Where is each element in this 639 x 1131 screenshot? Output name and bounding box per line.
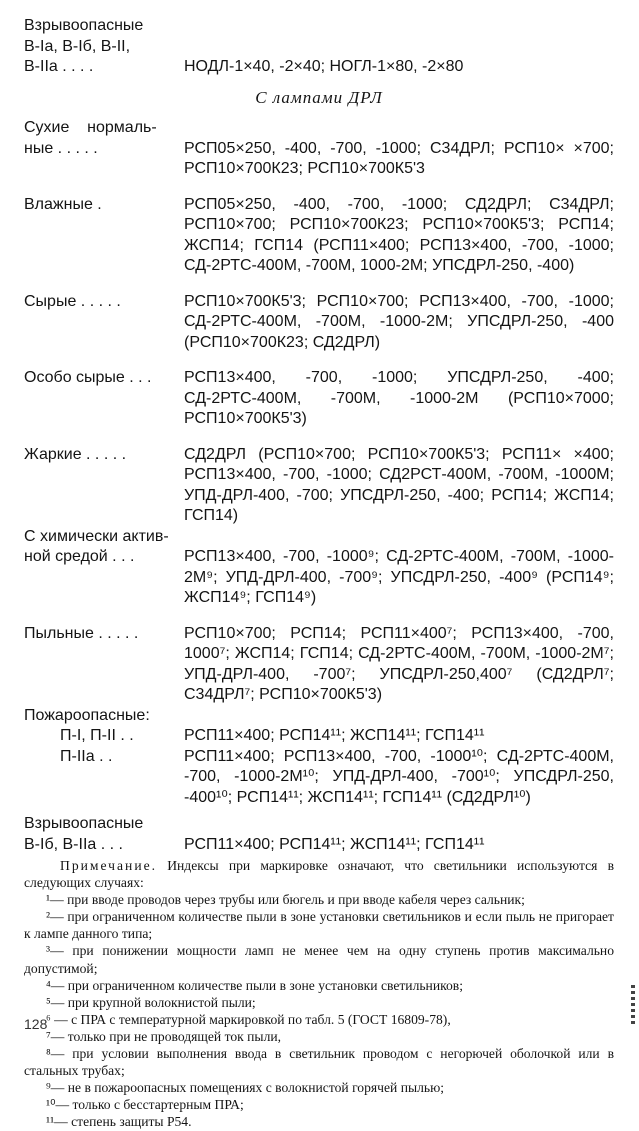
lamp-list: РСП11×400; РСП13×400, -700, -1000¹⁰; СД-2РТС-400М, -700, -1000-2М¹⁰; УПД-ДРЛ-400, -700¹⁰; УПСДРЛ-250, -400¹⁰; РСП14¹¹; ЖСП14¹¹; ГСП14¹¹ (СД2ДРЛ¹⁰)	[184, 747, 614, 806]
page-content	[24, 16, 614, 1131]
footnote-item: ¹— при вводе проводов через трубы или бюгель и при вводе кабеля через сальник;	[46, 892, 525, 908]
footnote-item: ⁵— при крупной волокнистой пыли;	[46, 994, 256, 1010]
explosive-title: Взрывоопасные	[24, 17, 144, 34]
category-label: Влажные .	[24, 195, 102, 213]
explosive-row	[24, 57, 614, 78]
category-label: П-IIа . .	[60, 747, 113, 765]
explosive-classes-line: В-Iа, В-Iб, В-II,	[24, 37, 131, 55]
page-number: 128	[24, 1016, 48, 1032]
footnote-item: ⁸— при условии выполнения ввода в светильник проводом с негорючей оболочкой или в стальных трубах;	[24, 1046, 614, 1079]
lamp-list: РСП11×400; РСП14¹¹; ЖСП14¹¹; ГСП14¹¹	[184, 835, 485, 853]
table-row	[24, 195, 614, 277]
explosive2-title: Взрывоопасные	[24, 815, 144, 832]
lamp-list: РСП10×700; РСП14; РСП11×400⁷; РСП13×400, -700, 1000⁷; ЖСП14; ГСП14; СД-2РТС-400М, -700М, -1000-2М⁷; УПД-ДРЛ-400, -700⁷; УПСДРЛ-250,400⁷ (СД2ДРЛ⁷; С34ДРЛ⁷; РСП10×700К5'3)	[184, 624, 614, 703]
footnote-item: ¹¹— степень защиты Р54.	[46, 1114, 192, 1130]
category-label: Жаркие . . . . .	[24, 445, 127, 463]
category-label: Пыльные . . . . .	[24, 624, 139, 642]
fire-hazard-title: Пожароопасные:	[24, 706, 150, 724]
lamp-list: РСП13×400, -700, -1000⁹; СД-2РТС-400М, -700М, -1000-2М⁹; УПД-ДРЛ-400, -700⁹; УПСДРЛ-250, -400⁹ (РСП14⁹; ЖСП14⁹; ГСП14⁹)	[184, 548, 614, 606]
table-row	[24, 624, 614, 706]
category-label: Сухие нормаль- ные . . . . .	[24, 119, 157, 157]
category-label: Особо сырые . . .	[24, 369, 152, 386]
lamp-list: СД2ДРЛ (РСП10×700; РСП10×700К5'3; РСП11× ×400; РСП13×400, -700, -1000; СД2РСТ-400М, -700М, -1000М; УПД-ДРЛ-400, -700; УПСДРЛ-250, -400; РСП14; ЖСП14; ГСП14)	[184, 445, 614, 524]
footnotes	[24, 857, 614, 1131]
category-label: П-I, П-II . .	[60, 727, 134, 744]
table-row	[24, 835, 614, 856]
table-row	[24, 368, 614, 430]
footnote-item: ⁷— только при не проводящей ток пыли,	[46, 1028, 282, 1044]
lamp-list: НОДЛ-1×40, -2×40; НОГЛ-1×80, -2×80	[184, 58, 464, 75]
section-subheading: С лампами ДРЛ	[255, 87, 383, 107]
table-row	[24, 747, 614, 809]
note-label: Примечание.	[60, 858, 158, 873]
footnote-item: ⁶ — с ПРА с температурной маркировкой по табл. 5 (ГОСТ 16809-78),	[46, 1011, 451, 1027]
table-row	[24, 118, 614, 180]
footnote-item: ²— при ограниченном количестве пыли в зоне установки светильников и если пыль не пригорает к лампе данного типа;	[24, 909, 614, 942]
lamp-list: РСП13×400, -700, -1000; УПСДРЛ-250, -400; СД-2РТС-400М, -700М, -1000-2М (РСП10×7000; РСП10×700К5'3)	[184, 369, 614, 427]
category-label: С химически актив- ной средой . . .	[24, 527, 169, 565]
table-row	[24, 445, 614, 527]
table-row	[24, 527, 614, 609]
note-intro	[24, 857, 614, 891]
category-label: В-Iб, В-IIа . . .	[24, 835, 123, 853]
lamp-list: РСП05×250, -400, -700, -1000; СД2ДРЛ; С34ДРЛ; РСП10×700; РСП10×700К23; РСП10×700К5'3; РСП14; ЖСП14; ГСП14 (РСП11×400; РСП13×400, -700, -1000; СД-2РТС-400М, -700М, 1000-2М; УПСДРЛ-250, -400)	[184, 195, 614, 274]
table-row	[24, 726, 614, 747]
footnote-item: ⁹— не в пожароопасных помещениях с волокнистой горячей пылью;	[46, 1080, 445, 1096]
category-label: Сырые . . . . .	[24, 292, 121, 310]
footnote-item: ¹⁰— только с бесстартерным ПРА;	[46, 1097, 244, 1113]
lamp-list: РСП05×250, -400, -700, -1000; С34ДРЛ; РСП10× ×700; РСП10×700К23; РСП10×700К5'3	[184, 139, 614, 177]
table-row	[24, 292, 614, 354]
footnote-item: ⁴— при ограниченном количестве пыли в зоне установки светильников;	[46, 977, 464, 993]
footnote-item: ³— при понижении мощности ламп не менее чем на одну ступень против максимально допустимой;	[24, 943, 614, 976]
category-label: В-IIа . . . .	[24, 58, 94, 75]
scan-edge-mark	[631, 985, 635, 1025]
note-intro-text: Индексы при маркировке означают, что светильники используются в следующих случаях:	[24, 858, 614, 891]
lamp-list: РСП11×400; РСП14¹¹; ЖСП14¹¹; ГСП14¹¹	[184, 727, 485, 744]
lamp-list: РСП10×700К5'3; РСП10×700; РСП13×400, -700, -1000; СД-2РТС-400М, -700М, -1000-2М; УПСДРЛ-250, -400 (РСП10×700К23; СД2ДРЛ)	[184, 292, 614, 351]
